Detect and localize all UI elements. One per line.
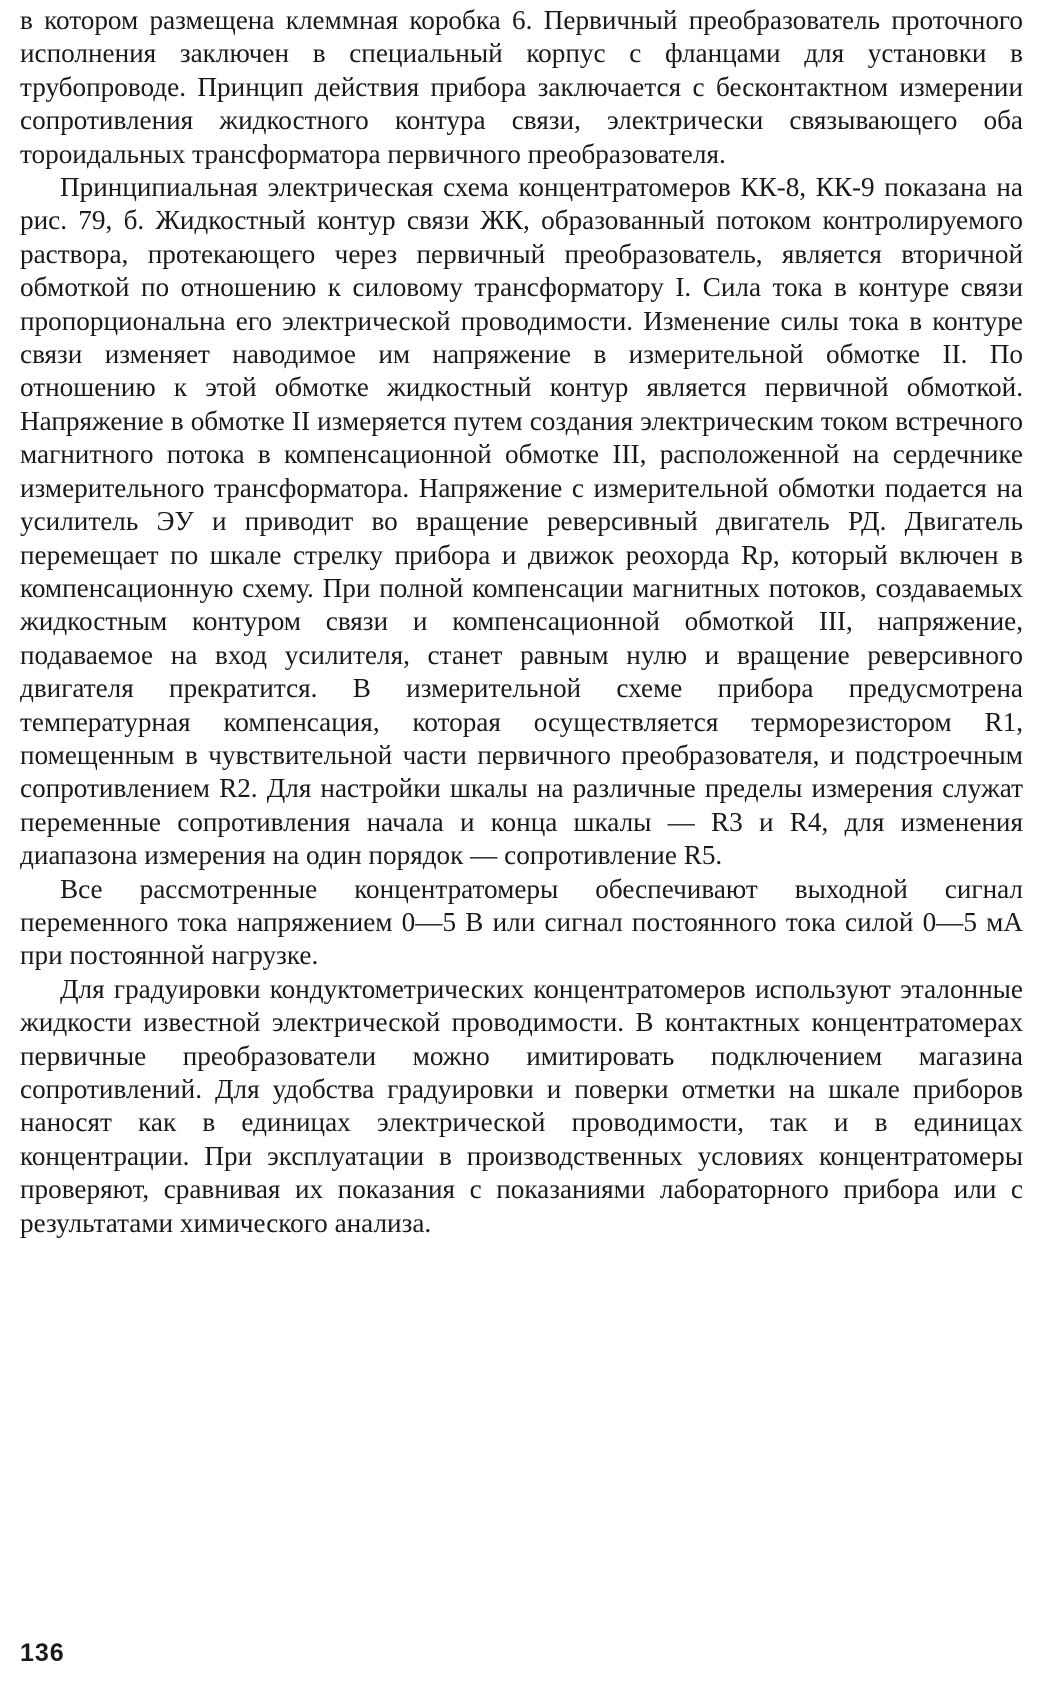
book-page [20,4,1023,1680]
paragraph-output-signal: Все рассмотренные концентратомеры обеспечивают выходной сигнал переменного тока напряжением 0—5 В или сигнал постоянного тока силой 0—5 мА при постоянной нагрузке. [20,873,1023,971]
paragraph-schematic-description: Принципиальная электрическая схема концентратомеров КК-8, КК-9 показана на рис. 79, б. Жидкостный контур связи ЖК, образованный потоком контролируемого раствора, протекающего через первичный преобразователь, является вторичной обмоткой по отношению к силовому трансформатору I. Сила тока в контуре связи пропорциональна его электрической проводимости. Изменение силы тока в контуре связи изменяет наводимое им напряжение в измерительной обмотке II. По отношению к этой обмотке жидкостный контур является первичной обмоткой. Напряжение в обмотке II измеряется путем создания электрическим током встречного магнитного потока в компенсационной обмотке III, расположенной на сердечнике измерительного трансформатора. Напряжение с измерительной обмотки подается на усилитель ЭУ и приводит во вращение реверсивный двигатель РД. Двигатель перемещает по шкале стрелку прибора и движок реохорда Rp, который включен в компенсационную схему. При полной компенсации магнитных потоков, создаваемых жидкостным контуром связи и компенсационной обмоткой III, напряжение, подаваемое на вход усилителя, станет равным нулю и вращение реверсивного двигателя прекратится. В измерительной схеме прибора предусмотрена температурная компенсация, которая осуществляется терморезистором R1, помещенным в чувствительной части первичного преобразователя, и подстроечным сопротивлением R2. Для настройки шкалы на различные пределы измерения служат переменные сопротивления начала и конца шкалы — R3 и R4, для изменения диапазона измерения на один порядок — сопротивление R5. [20,172,1023,871]
paragraph-calibration: Для градуировки кондуктометрических концентратомеров используют эталонные жидкости известной электрической проводимости. В контактных концентратомерах первичные преобразователи можно имитировать подключением магазина сопротивлений. Для удобства градуировки и поверки отметки на шкале приборов наносят как в единицах электрической проводимости, так и в единицах концентрации. При эксплуатации в производственных условиях концентратомеры проверяют, сравнивая их показания с показаниями лабораторного прибора или с результатами химического анализа. [20,973,1023,1238]
page-number: 136 [20,1639,65,1667]
paragraph-continuation: в котором размещена клеммная коробка 6. Первичный преобразователь проточного исполнения заключен в специальный корпус с фланцами для установки в трубопроводе. Принцип действия прибора заключается с бесконтактном измерении сопротивления жидкостного контура связи, электрически связывающего оба тороидальных трансформатора первичного преобразователя. [20,5,1023,169]
